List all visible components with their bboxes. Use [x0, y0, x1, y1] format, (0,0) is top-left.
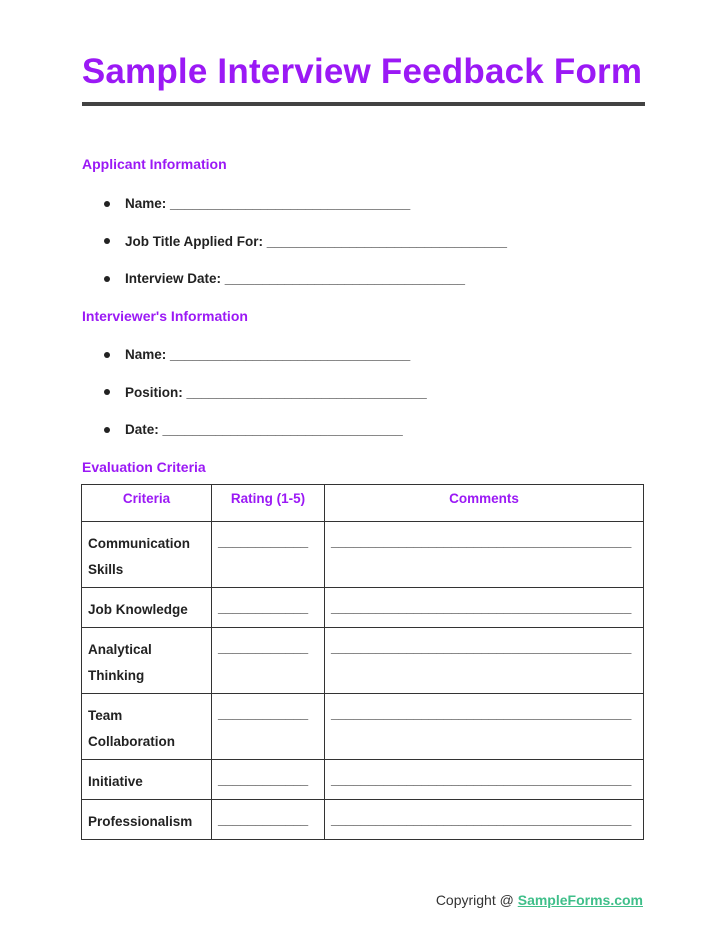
rating-cell[interactable]: ____________ [212, 588, 325, 628]
criteria-cell: Communication Skills [82, 522, 212, 588]
applicant-field-list [100, 185, 507, 298]
criteria-cell: Analytical Thinking [82, 628, 212, 694]
rating-cell[interactable]: ____________ [212, 522, 325, 588]
evaluation-table [81, 484, 644, 840]
evaluation-section-heading: Evaluation Criteria [82, 459, 206, 475]
copyright-text: Copyright @ [435, 892, 518, 908]
bullet-icon [104, 352, 110, 358]
interviewer-date-field[interactable] [100, 411, 427, 449]
interviewer-position-field[interactable] [100, 374, 427, 412]
table-row [82, 800, 644, 840]
bullet-icon [104, 427, 110, 433]
bullet-icon [104, 238, 110, 244]
field-blank-line[interactable]: ________________________________ [186, 384, 427, 400]
criteria-cell: Team Collaboration [82, 694, 212, 760]
table-row [82, 628, 644, 694]
applicant-job-title-field[interactable] [100, 223, 507, 261]
field-blank-line[interactable]: ________________________________ [170, 347, 411, 363]
interviewer-name-field[interactable] [100, 336, 427, 374]
field-label: Job Title Applied For: [125, 233, 267, 249]
page-title: Sample Interview Feedback Form [81, 52, 643, 91]
applicant-section-heading: Applicant Information [82, 156, 227, 172]
interviewer-field-list [100, 336, 427, 449]
comments-cell[interactable]: ________________________________________ [325, 628, 644, 694]
brand-link[interactable]: SampleForms.com [517, 892, 643, 908]
field-label: Interview Date: [125, 271, 225, 287]
rating-cell[interactable]: ____________ [212, 694, 325, 760]
bullet-icon [104, 276, 110, 282]
rating-cell[interactable]: ____________ [212, 760, 325, 800]
field-label: Date: [125, 422, 163, 438]
table-row [82, 694, 644, 760]
column-header-comments: Comments [325, 485, 644, 522]
table-row [82, 760, 644, 800]
interviewer-section-heading: Interviewer's Information [82, 308, 248, 324]
table-row [82, 588, 644, 628]
comments-cell[interactable]: ________________________________________ [325, 588, 644, 628]
table-row [82, 522, 644, 588]
table-header-row [82, 485, 644, 522]
title-divider [82, 102, 645, 106]
bullet-icon [104, 201, 110, 207]
field-blank-line[interactable]: ________________________________ [170, 196, 411, 212]
copyright-footer [436, 892, 643, 908]
column-header-rating: Rating (1-5) [212, 485, 325, 522]
rating-cell[interactable]: ____________ [212, 628, 325, 694]
comments-cell[interactable]: ________________________________________ [325, 694, 644, 760]
applicant-interview-date-field[interactable] [100, 260, 507, 298]
criteria-cell: Professionalism [82, 800, 212, 840]
criteria-cell: Job Knowledge [82, 588, 212, 628]
column-header-criteria: Criteria [82, 485, 212, 522]
criteria-cell: Initiative [82, 760, 212, 800]
rating-cell[interactable]: ____________ [212, 800, 325, 840]
comments-cell[interactable]: ________________________________________ [325, 760, 644, 800]
field-label: Name: [125, 196, 171, 212]
field-blank-line[interactable]: ________________________________ [162, 422, 403, 438]
applicant-name-field[interactable] [100, 185, 507, 223]
field-blank-line[interactable]: ________________________________ [224, 271, 466, 287]
field-label: Name: [125, 347, 171, 363]
bullet-icon [104, 389, 110, 395]
comments-cell[interactable]: ________________________________________ [325, 522, 644, 588]
field-blank-line[interactable]: ________________________________ [266, 233, 508, 249]
comments-cell[interactable]: ________________________________________ [325, 800, 644, 840]
field-label: Position: [125, 384, 187, 400]
